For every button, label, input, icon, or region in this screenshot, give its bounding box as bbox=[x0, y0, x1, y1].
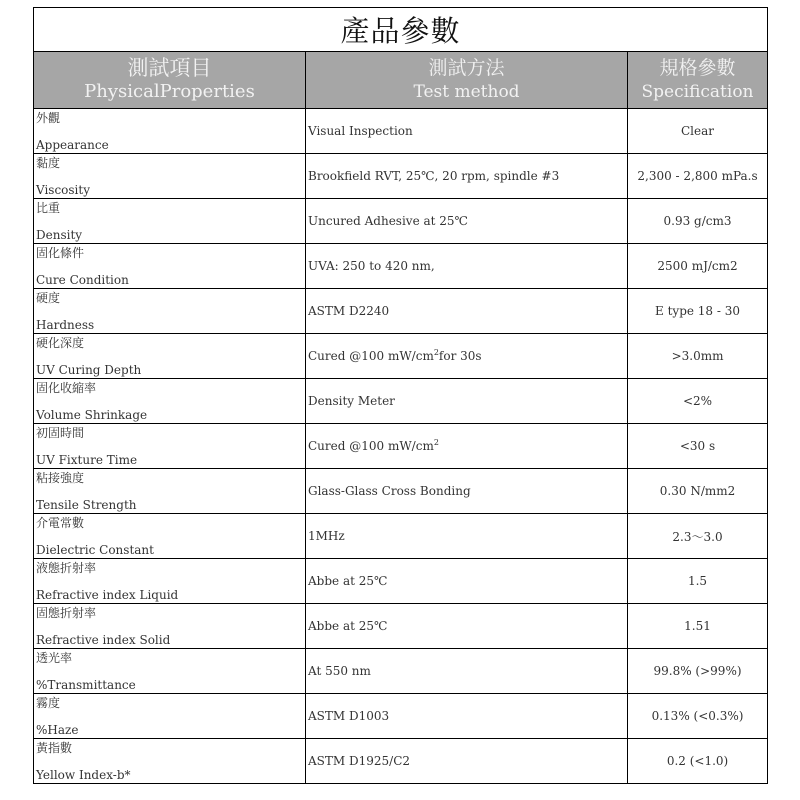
header-spec-zh: 規格參數 bbox=[659, 57, 736, 79]
header-method-en: Test method bbox=[413, 82, 520, 102]
method-superscript: 2 bbox=[433, 348, 439, 357]
property-name-en: Density bbox=[36, 228, 83, 242]
table-row bbox=[34, 469, 768, 514]
property-cell bbox=[34, 379, 306, 424]
table-row bbox=[34, 424, 768, 469]
spec-cell: <30 s bbox=[628, 424, 768, 469]
spec-cell: 1.5 bbox=[628, 559, 768, 604]
header-property-en: PhysicalProperties bbox=[84, 81, 255, 102]
spec-cell: 0.93 g/cm3 bbox=[628, 199, 768, 244]
page-title: 產品參數 bbox=[34, 8, 768, 52]
property-name-zh: 介電常數 bbox=[36, 516, 85, 530]
property-name-en: Tensile Strength bbox=[36, 498, 137, 512]
property-name-en: Refractive index Liquid bbox=[36, 588, 179, 602]
method-cell bbox=[306, 469, 628, 514]
header-method-zh: 測試方法 bbox=[428, 57, 505, 79]
table-row bbox=[34, 244, 768, 289]
property-name-zh: 硬化深度 bbox=[36, 336, 85, 350]
table-row bbox=[34, 694, 768, 739]
property-cell bbox=[34, 469, 306, 514]
method-text: ASTM D2240 bbox=[308, 304, 390, 318]
property-name-en: Yellow Index-b* bbox=[36, 768, 131, 782]
method-text: At 550 nm bbox=[308, 664, 371, 678]
method-cell bbox=[306, 604, 628, 649]
property-name-zh: 透光率 bbox=[36, 651, 73, 665]
property-cell bbox=[34, 154, 306, 199]
method-text: Visual Inspection bbox=[308, 124, 413, 138]
method-superscript: 2 bbox=[433, 438, 439, 447]
table-row bbox=[34, 559, 768, 604]
method-text: Cured @100 mW/cm bbox=[308, 439, 434, 453]
property-cell bbox=[34, 514, 306, 559]
property-name-zh: 液態折射率 bbox=[36, 561, 97, 575]
method-text: Uncured Adhesive at 25℃ bbox=[308, 214, 468, 228]
table-row bbox=[34, 379, 768, 424]
method-text: Abbe at 25℃ bbox=[308, 619, 388, 633]
property-name-en: Cure Condition bbox=[36, 273, 129, 287]
property-name-en: %Haze bbox=[36, 723, 79, 737]
method-text: Abbe at 25℃ bbox=[308, 574, 388, 588]
spec-cell: E type 18 - 30 bbox=[628, 289, 768, 334]
property-name-zh: 固化收縮率 bbox=[36, 381, 97, 395]
header-spec bbox=[628, 52, 768, 109]
property-name-en: Viscosity bbox=[36, 183, 90, 197]
header-method bbox=[306, 52, 628, 109]
method-cell bbox=[306, 694, 628, 739]
property-name-zh: 黏度 bbox=[36, 156, 61, 170]
method-cell bbox=[306, 289, 628, 334]
spec-cell: 1.51 bbox=[628, 604, 768, 649]
method-cell bbox=[306, 244, 628, 289]
property-cell bbox=[34, 559, 306, 604]
table-row bbox=[34, 154, 768, 199]
method-text: Glass-Glass Cross Bonding bbox=[308, 484, 471, 498]
property-name-en: Refractive index Solid bbox=[36, 633, 171, 647]
property-cell bbox=[34, 424, 306, 469]
spec-cell: 0.2 (<1.0) bbox=[628, 739, 768, 784]
method-text: Cured @100 mW/cm bbox=[308, 349, 434, 363]
spec-sheet bbox=[33, 7, 767, 784]
method-cell bbox=[306, 424, 628, 469]
method-cell bbox=[306, 199, 628, 244]
table-row bbox=[34, 739, 768, 784]
spec-cell: >3.0mm bbox=[628, 334, 768, 379]
spec-cell: <2% bbox=[628, 379, 768, 424]
property-cell bbox=[34, 649, 306, 694]
property-name-zh: 黃指數 bbox=[36, 741, 73, 755]
table-row bbox=[34, 334, 768, 379]
property-name-en: Volume Shrinkage bbox=[36, 408, 148, 422]
method-text: 1MHz bbox=[308, 529, 345, 543]
header-spec-en: Specification bbox=[641, 82, 754, 102]
property-name-en: Hardness bbox=[36, 318, 95, 332]
method-cell bbox=[306, 379, 628, 424]
spec-cell: Clear bbox=[628, 109, 768, 154]
spec-cell: 2,300 - 2,800 mPa.s bbox=[628, 154, 768, 199]
method-text: Brookfield RVT, 25℃, 20 rpm, spindle #3 bbox=[308, 169, 560, 183]
header-property-zh: 測試項目 bbox=[127, 56, 212, 80]
header-row bbox=[34, 52, 768, 109]
method-cell bbox=[306, 514, 628, 559]
table-row bbox=[34, 109, 768, 154]
method-text: UVA: 250 to 420 nm, bbox=[308, 259, 435, 273]
property-name-zh: 比重 bbox=[36, 201, 61, 215]
spec-cell: 0.13% (<0.3%) bbox=[628, 694, 768, 739]
spec-cell: 2.3～3.0 bbox=[628, 514, 768, 559]
property-name-zh: 粘接強度 bbox=[36, 471, 85, 485]
property-cell bbox=[34, 109, 306, 154]
property-cell bbox=[34, 694, 306, 739]
property-name-zh: 外觀 bbox=[36, 111, 61, 125]
property-cell bbox=[34, 739, 306, 784]
property-name-zh: 硬度 bbox=[36, 291, 61, 305]
property-name-zh: 固化條件 bbox=[36, 246, 85, 260]
spec-cell: 0.30 N/mm2 bbox=[628, 469, 768, 514]
property-name-en: UV Fixture Time bbox=[36, 453, 138, 467]
method-cell bbox=[306, 154, 628, 199]
property-name-zh: 固態折射率 bbox=[36, 606, 97, 620]
property-name-en: %Transmittance bbox=[36, 678, 136, 692]
method-text: Density Meter bbox=[308, 394, 395, 408]
table-row bbox=[34, 604, 768, 649]
property-cell bbox=[34, 199, 306, 244]
property-cell bbox=[34, 604, 306, 649]
spec-cell: 99.8% (>99%) bbox=[628, 649, 768, 694]
header-property bbox=[34, 52, 306, 109]
table-row bbox=[34, 514, 768, 559]
spec-cell: 2500 mJ/cm2 bbox=[628, 244, 768, 289]
method-cell bbox=[306, 649, 628, 694]
property-name-en: Dielectric Constant bbox=[36, 543, 154, 557]
method-text: ASTM D1925/C2 bbox=[308, 754, 411, 768]
property-name-zh: 霧度 bbox=[36, 696, 61, 710]
table-row bbox=[34, 649, 768, 694]
property-name-en: UV Curing Depth bbox=[36, 363, 142, 377]
property-name-zh: 初固時間 bbox=[36, 426, 85, 440]
method-cell bbox=[306, 739, 628, 784]
method-cell bbox=[306, 109, 628, 154]
property-cell bbox=[34, 244, 306, 289]
spec-table bbox=[33, 7, 768, 784]
property-cell bbox=[34, 334, 306, 379]
table-row bbox=[34, 199, 768, 244]
method-text: ASTM D1003 bbox=[308, 709, 390, 723]
table-row bbox=[34, 289, 768, 334]
method-suffix: for 30s bbox=[438, 349, 482, 363]
method-cell bbox=[306, 334, 628, 379]
method-cell bbox=[306, 559, 628, 604]
property-name-en: Appearance bbox=[36, 138, 109, 152]
property-cell bbox=[34, 289, 306, 334]
